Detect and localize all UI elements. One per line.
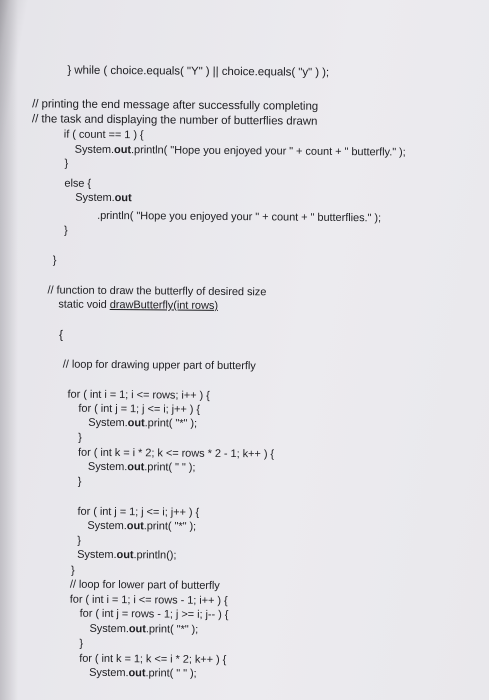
code-line: System.out.print( "*" ); xyxy=(89,622,199,636)
code-line: // loop for lower part of butterfly xyxy=(69,578,220,592)
code-line: System.out.print( " " ); xyxy=(89,666,197,680)
code-line: System.out.print( "*" ); xyxy=(88,416,198,430)
code-line: for ( int j = 1; j <= i; j++ ) { xyxy=(78,402,201,416)
code-line: } while ( choice.equals( "Y" ) || choice.equals( "y" ) ); xyxy=(67,64,330,79)
code-line: } xyxy=(63,224,68,237)
code-line: } xyxy=(70,564,75,577)
code-line: System.out.println(); xyxy=(77,548,177,562)
code-line: } xyxy=(79,637,84,650)
code-line: for ( int i = 1; i <= rows; i++ ) { xyxy=(67,388,210,402)
code-line: } xyxy=(78,431,82,444)
code-line: for ( int k = 1; k <= i * 2; k++ ) { xyxy=(79,652,227,666)
code-line: // printing the end message after successfully completing xyxy=(32,98,319,113)
code-line: } xyxy=(64,157,69,170)
code-line: for ( int k = i * 2; k <= rows * 2 - 1; k++ ) { xyxy=(78,446,275,461)
code-line: System.out.print( "*" ); xyxy=(87,519,197,533)
code-line: } xyxy=(52,254,57,267)
code-line: System.out.print( " " ); xyxy=(87,460,196,474)
code-line: static void drawButterfly(int rows) xyxy=(58,298,219,312)
code-line: // loop for drawing upper part of butterfly xyxy=(62,358,256,373)
code-line: for ( int j = rows - 1; j >= i; j-- ) { xyxy=(79,607,229,622)
code-line: System.out.println( "Hope you enjoyed your " + count + " butterfly." ); xyxy=(74,143,406,159)
code-line: for ( int j = 1; j <= i; j++ ) { xyxy=(77,505,200,519)
code-line: System.out xyxy=(75,191,132,205)
code-line: if ( count == 1 ) { xyxy=(63,128,144,142)
code-line: .println( "Hope you enjoyed your " + count + " butterflies." ); xyxy=(97,209,382,225)
code-line: } xyxy=(77,534,81,547)
code-line: } xyxy=(77,475,82,488)
code-line: else { xyxy=(64,177,92,190)
code-line: { xyxy=(59,327,64,342)
code-line: // function to draw the butterfly of desired size xyxy=(47,284,267,299)
code-line: // the task and displaying the number of butterflies drawn xyxy=(31,113,318,128)
code-line: for ( int i = 1; i <= rows - 1; i++ ) { xyxy=(69,593,228,608)
